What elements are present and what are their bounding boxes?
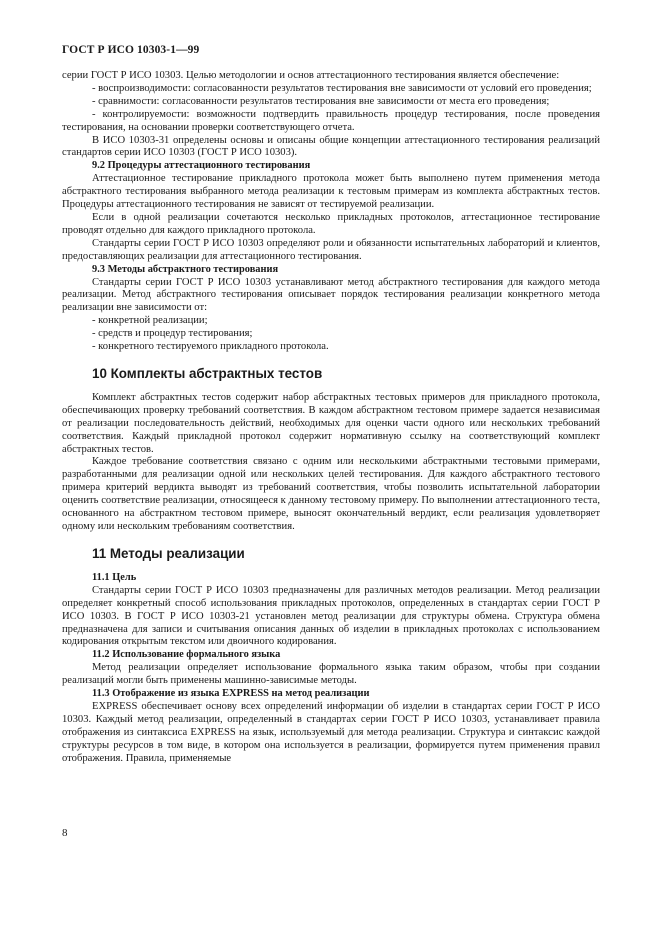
subsection-heading-11-3: 11.3 Отображение из языка EXPRESS на метод реализации [92,688,370,700]
paragraph: Каждое требование соответствия связано с одним или несколькими абстрактными тестовыми примерами, разработанными для реализации одной или нескольких целей тестирования. Для каждого абстрактного тестового примера критерий вердикта выводят из требований соответствия, чтобы позволить испытательной лаборатории оценить соответствие реализации, относящееся к данному тестовому примеру. По выполнении аттестационного теста, основанного на абстрактном тестовом примере, выносят окончательный вердикт, если реализация удовлетворяет одному или нескольким требованиям соответствия. [62,456,600,532]
paragraph: Если в одной реализации сочетаются несколько прикладных протоколов, аттестационное тестирование проводят отдельно для каждого прикладного протокола. [62,211,600,236]
page-number: 8 [62,827,68,839]
section-heading-10: 10 Комплекты абстрактных тестов [92,365,323,381]
paragraph: EXPRESS обеспечивает основу всех определений информации об изделии в стандартах серии ГОСТ Р ИСО 10303. Каждый метод реализации, определенный в стандартах серии ГОСТ Р ИСО 10303, устанавливает правила отображения из синтаксиса EXPRESS на язык, используемый для метода реализации. Структура и синтаксис каждой структуры ресурсов в том виде, в котором она используется в реализации, формируется путем применения правил отображения. Правила, применяемые [62,700,600,764]
paragraph: Стандарты серии ГОСТ Р ИСО 10303 предназначены для различных методов реализации. Метод реализации определяет конкретный способ использования прикладных протоколов, определенных в стандартах серии ГОСТ Р ИСО 10303. В ГОСТ Р ИСО 10303-21 установлен метод реализации для структуры обмена. Структура обмена предназначена для записи и считывания описания данных об изделии в прикладных протоколах с использованием кодирования открытым текстом или двоичного кодирования. [62,584,600,648]
list-item: - контролируемости: возможности подтвердить правильность процедур тестирования, после проведения тестирования, на основании проверки соответствующего отчета. [62,108,600,133]
subsection-heading-11-2: 11.2 Использование формального языка [92,649,281,661]
paragraph: серии ГОСТ Р ИСО 10303. Целью методологии и основ аттестационного тестирования является обеспечение: [62,70,560,81]
paragraph: Стандарты серии ГОСТ Р ИСО 10303 определяют роли и обязанности испытательных лабораторий и клиентов, предоставляющих реализации для аттестационного тестирования. [62,237,600,262]
document-body [62,70,600,766]
list-item: - средств и процедур тестирования; [92,328,253,340]
paragraph: Метод реализации определяет использование формального языка таким образом, чтобы при создании реализаций могли быть применены машинно-зависимые методы. [62,662,600,687]
document-header: ГОСТ Р ИСО 10303-1—99 [62,44,200,56]
paragraph: В ИСО 10303-31 определены основы и описаны общие концепции аттестационного тестирования реализаций стандартов серии ИСО 10303 (ГОСТ Р ИСО 10303). [62,134,600,159]
subsection-heading-11-1: 11.1 Цель [92,571,137,583]
subsection-heading-9-2: 9.2 Процедуры аттестационного тестирования [92,160,311,172]
list-item: - сравнимости: согласованности результатов тестирования вне зависимости от места его проведения; [92,95,550,107]
list-item: - конкретной реализации; [92,315,208,327]
subsection-heading-9-3: 9.3 Методы абстрактного тестирования [92,263,279,275]
list-item: - конкретного тестируемого прикладного протокола. [92,341,329,353]
paragraph: Стандарты серии ГОСТ Р ИСО 10303 устанавливают метод абстрактного тестирования для каждого метода реализации. Метод абстрактного тестирования описывает порядок тестирования реализации конкретного метода реализации вне зависимости от: [62,276,600,314]
list-item: - воспроизводимости: согласованности результатов тестирования вне зависимости от условий его проведения; [92,82,592,94]
section-heading-11: 11 Методы реализации [92,545,245,561]
paragraph: Аттестационное тестирование прикладного протокола может быть выполнено путем применения метода абстрактного тестирования выбранного метода реализации к тестовым примерам из комплекта абстрактных тестов. Процедуры аттестационного тестирования не зависят от тестируемой реализации. [62,173,600,211]
paragraph: Комплект абстрактных тестов содержит набор абстрактных тестовых примеров для прикладного протокола, обеспечивающих проверку требований соответствия. В каждом абстрактном тестовом примере задается независимая от реализации последовательность действий, необходимых для оценки части одного или нескольких требований соответствия. Каждый прикладной протокол содержит нормативную ссылку на соответствующий комплект абстрактных тестов. [62,391,600,455]
